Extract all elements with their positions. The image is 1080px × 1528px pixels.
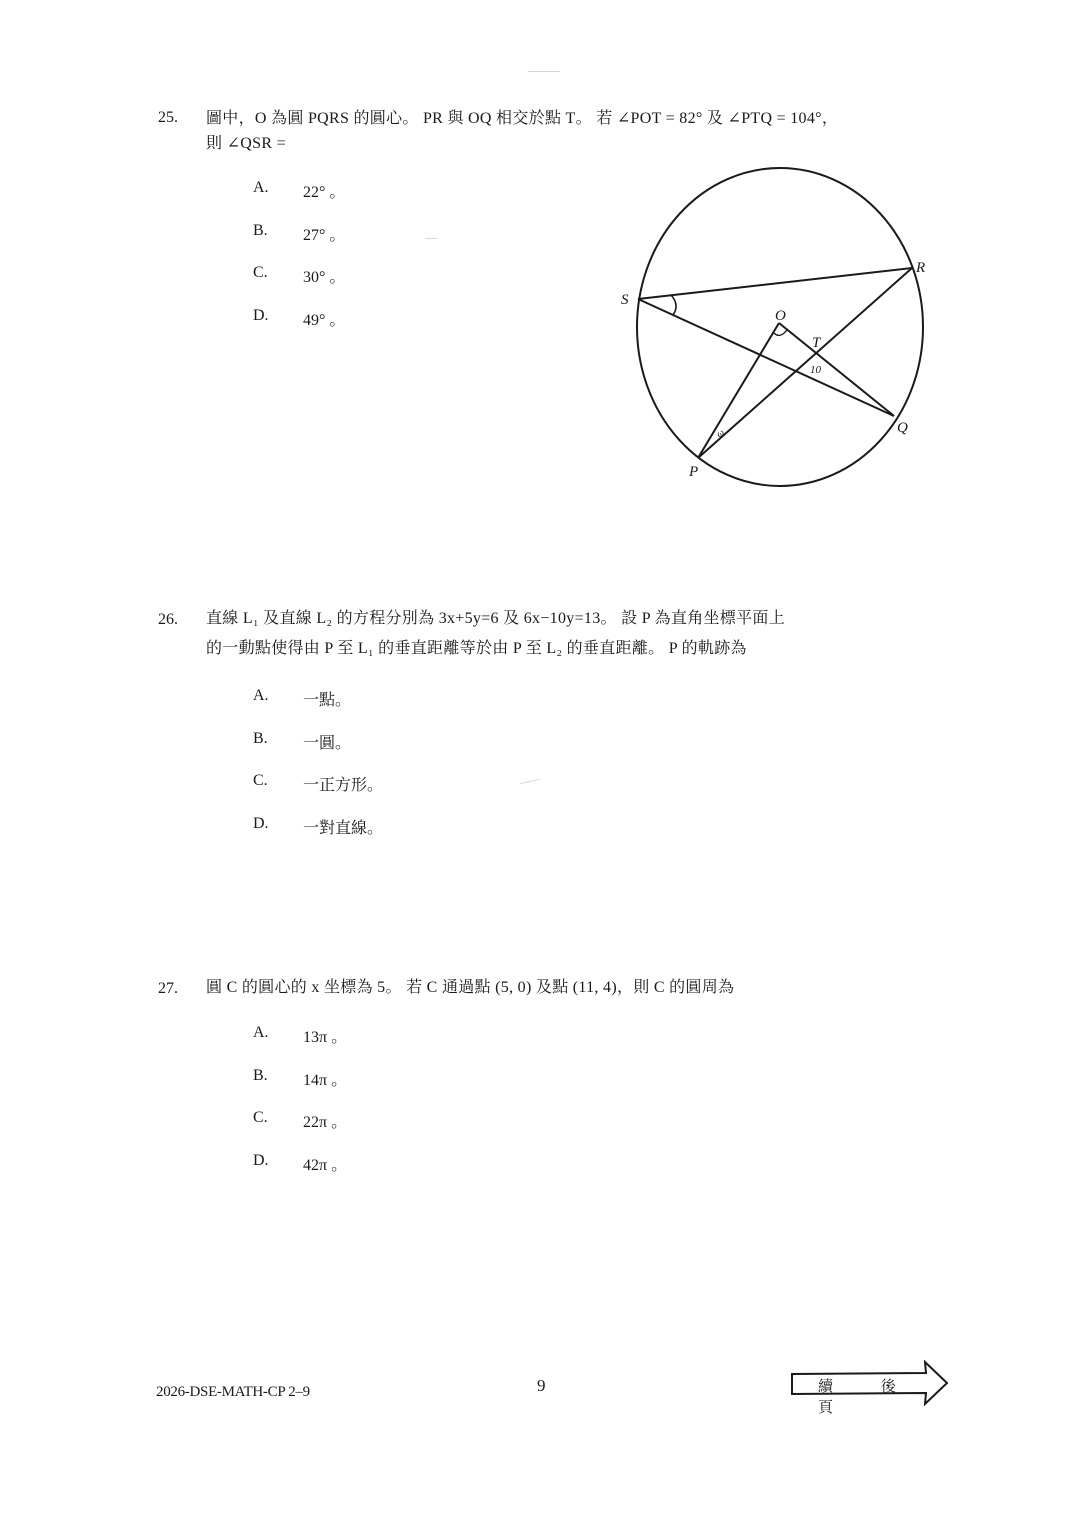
- option-value: 13π 。: [303, 1029, 348, 1046]
- page-number: 9: [537, 1376, 546, 1395]
- handwritten-mark-p: ω: [714, 426, 727, 441]
- question-26-text-line2: 的一動點使得由 P 至 L₁ 的垂直距離等於由 P 至 L₂ 的垂直距離。 P 的軌跡為: [206, 640, 747, 657]
- scan-mark: [528, 71, 560, 72]
- option-label: C.: [253, 264, 268, 281]
- option-value: 22π 。: [303, 1114, 348, 1131]
- segment-op: [698, 323, 779, 458]
- paper-code: 2026-DSE-MATH-CP 2–9: [156, 1384, 310, 1400]
- option-value: 49° 。: [303, 312, 346, 329]
- option-value: 22° 。: [303, 184, 346, 201]
- option-label: B.: [253, 1067, 268, 1084]
- option-label: A.: [253, 179, 269, 196]
- chord-sr: [638, 268, 912, 299]
- option-value: 一正方形。: [303, 777, 384, 794]
- option-value: 27° 。: [303, 227, 346, 244]
- option-label: D.: [253, 1152, 269, 1169]
- question-26-text-line1: 直線 L₁ 及直線 L₂ 的方程分別為 3x+5y=6 及 6x−10y=13。 設 P 為直角坐標平面上: [206, 610, 786, 627]
- option-value: 一對直線。: [303, 820, 384, 837]
- label-p: P: [689, 464, 699, 480]
- option-label: B.: [253, 730, 268, 747]
- option-value: 42π 。: [303, 1157, 348, 1174]
- label-o: O: [775, 308, 786, 324]
- option-value: 一圓。: [303, 735, 352, 752]
- option-value: 14π 。: [303, 1072, 348, 1089]
- question-25-text-line2: 則 ∠QSR =: [206, 135, 286, 152]
- option-label: C.: [253, 1109, 268, 1126]
- question-25-number: 25.: [158, 109, 178, 126]
- option-label: D.: [253, 815, 269, 832]
- question-26-number: 26.: [158, 611, 178, 628]
- label-q: Q: [897, 420, 908, 436]
- question-27-text-line1: 圓 C 的圓心的 x 坐標為 5。 若 C 通過點 (5, 0) 及點 (11, 4)，則 C 的圓周為: [206, 979, 735, 996]
- chord-pr: [698, 268, 912, 458]
- question-25-text-line1: 圖中，O 為圓 PQRS 的圓心。 PR 與 OQ 相交於點 T。 若 ∠POT = 82° 及 ∠PTQ = 104°，: [206, 110, 839, 127]
- scan-mark: [425, 238, 437, 239]
- continue-next-page-arrow: [790, 1360, 950, 1416]
- option-label: B.: [253, 222, 268, 239]
- question-27-number: 27.: [158, 980, 178, 997]
- option-label: C.: [253, 772, 268, 789]
- option-value: 一點。: [303, 692, 352, 709]
- circle-pqrs: [637, 168, 926, 486]
- handwritten-mark-t: 10: [810, 364, 821, 376]
- scan-mark: [520, 779, 540, 784]
- option-label: A.: [253, 1024, 269, 1041]
- angle-pot-arc: [774, 330, 787, 335]
- label-r: R: [916, 260, 926, 276]
- continue-label: 續 後 頁: [818, 1379, 918, 1416]
- label-t: T: [812, 335, 821, 351]
- option-label: D.: [253, 307, 269, 324]
- option-value: 30° 。: [303, 269, 346, 286]
- circle-geometry-figure: [600, 160, 950, 500]
- option-label: A.: [253, 687, 269, 704]
- label-s: S: [621, 292, 629, 308]
- angle-qsr-arc: [671, 295, 676, 315]
